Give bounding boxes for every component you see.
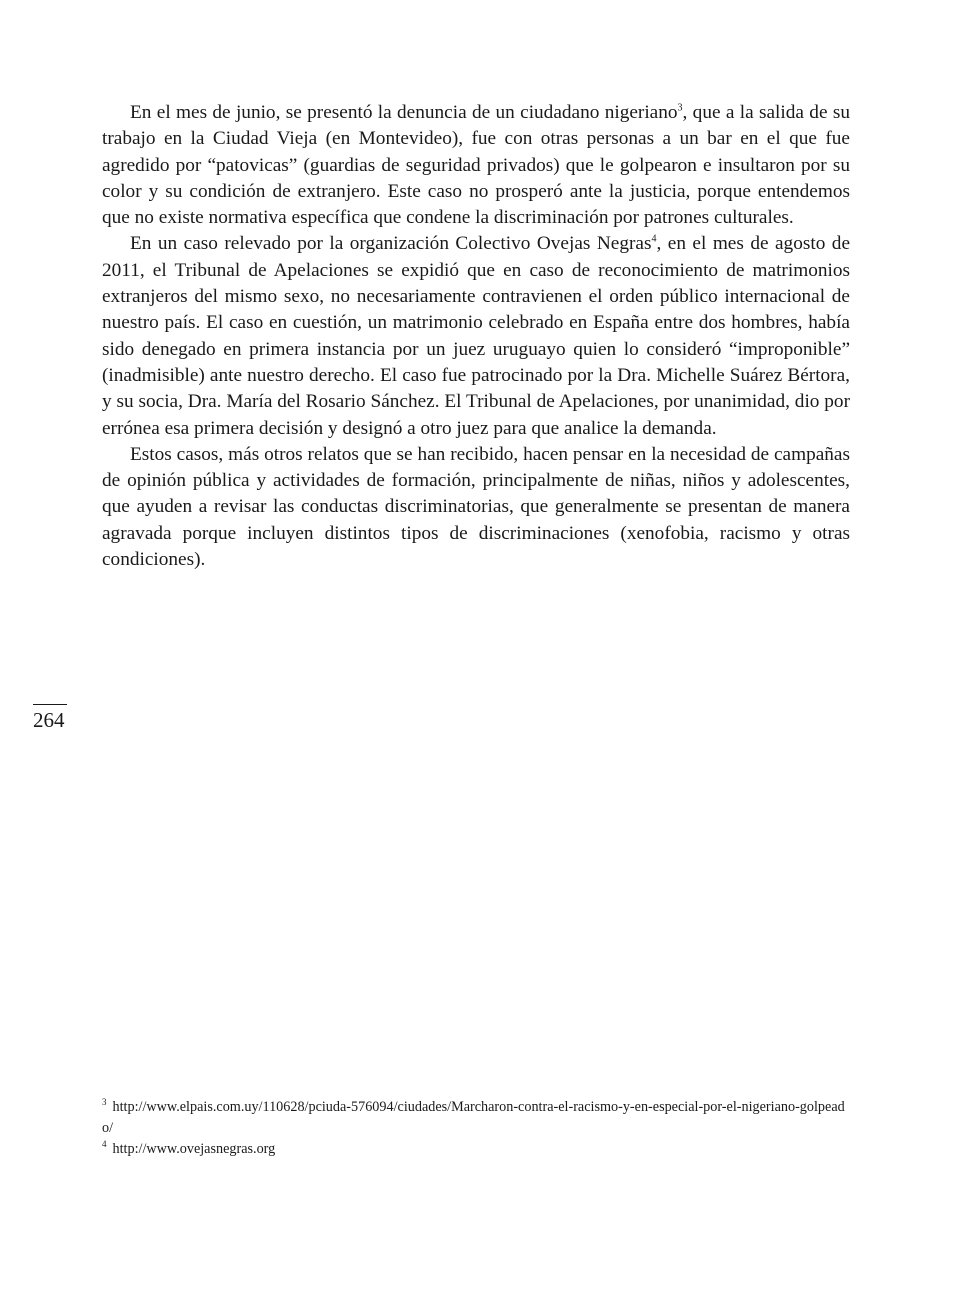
- paragraph-2-text-a: En un caso relevado por la organización Colectivo Ovejas Negras: [130, 233, 652, 255]
- footnote-link-4[interactable]: http://www.ovejasnegras.org: [112, 1141, 276, 1157]
- footnote-3: [102, 1097, 850, 1139]
- paragraph-1-text-b: , que a la salida de su trabajo en la Ciudad Vieja (en Montevideo), fue con otras personas a un bar en el que fue agredido por “patovicas” (guardias de seguridad privados) que le golpearon e insultaron por su color y su condición de extranjero. Este caso no prosperó ante la justicia, porque entendemos que no existe normativa específica que condene la discriminación por patrones culturales.: [102, 102, 850, 229]
- footnotes: [102, 1097, 850, 1160]
- body-text: [102, 100, 850, 573]
- paragraph-1: [102, 100, 850, 231]
- footnote-ref-3[interactable]: 3: [677, 102, 683, 114]
- page-number: 264: [33, 708, 65, 732]
- footnote-mark-4: 4: [102, 1139, 107, 1150]
- paragraph-2: [102, 231, 850, 441]
- footnote-ref-4[interactable]: 4: [651, 234, 657, 246]
- page-number-rule: [33, 704, 67, 705]
- paragraph-3: Estos casos, más otros relatos que se han recibido, hacen pensar en la necesidad de campañas de opinión pública y actividades de formación, principalmente de niñas, niños y adolescentes, que ayuden a revisar las conductas discriminatorias, que generalmente se presentan de manera agravada porque incluyen distintos tipos de discriminaciones (xenofobia, racismo y otras condiciones).: [102, 443, 850, 571]
- footnote-4: [102, 1139, 850, 1160]
- footnote-link-3[interactable]: http://www.elpais.com.uy/110628/pciuda-576094/ciudades/Marcharon-contra-el-racismo-y-en-especial-por-el-nigeriano-golpeado/: [102, 1099, 845, 1136]
- footnote-mark-3: 3: [102, 1097, 107, 1108]
- paragraph-2-text-b: , en el mes de agosto de 2011, el Tribunal de Apelaciones se expidió que en caso de reconocimiento de matrimonios extranjeros del mismo sexo, no necesariamente contravienen el orden público internacional de nuestro país. El caso en cuestión, un matrimonio celebrado en España entre dos hombres, había sido denegado en primera instancia por un juez uruguayo quien lo consideró “improponible” (inadmisible) ante nuestro derecho. El caso fue patrocinado por la Dra. Michelle Suárez Bértora, y su socia, Dra. María del Rosario Sánchez. El Tribunal de Apelaciones, por unanimidad, dio por errónea esa primera decisión y designó a otro juez para que analice la demanda.: [102, 233, 851, 439]
- paragraph-1-text-a: En el mes de junio, se presentó la denuncia de un ciudadano nigeriano: [130, 102, 678, 123]
